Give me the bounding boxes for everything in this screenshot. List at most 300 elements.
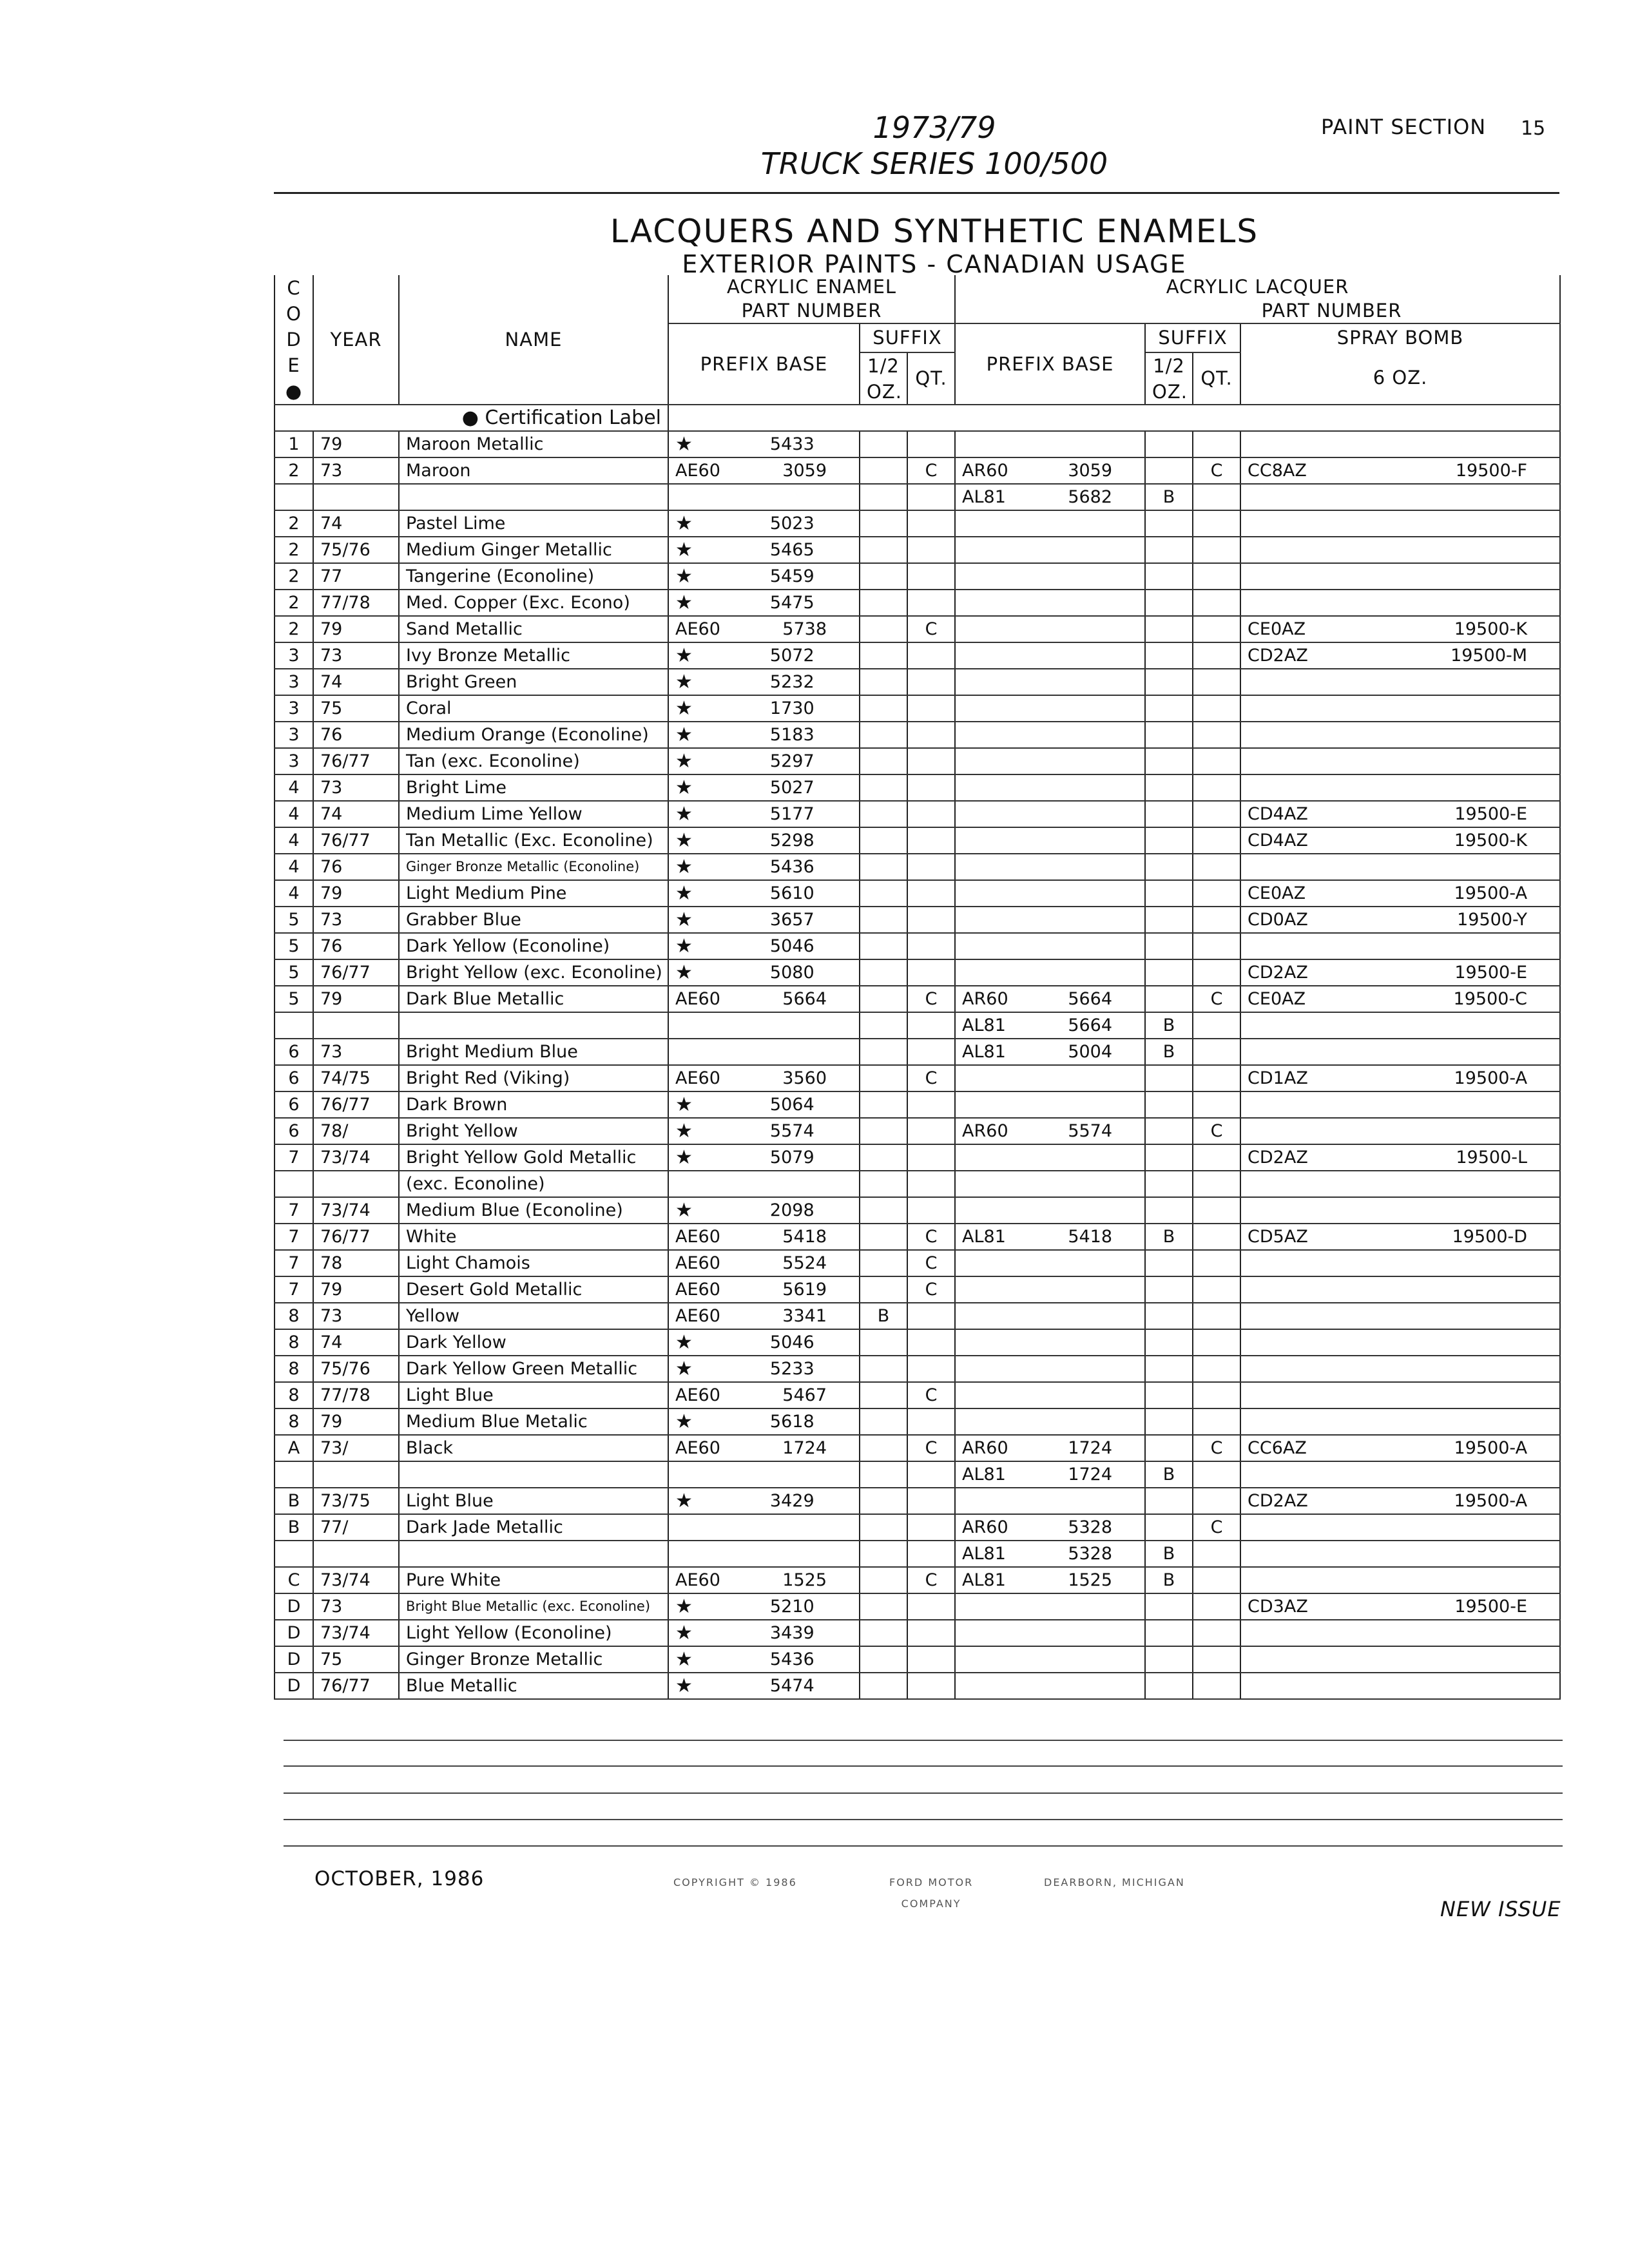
lacquer-qt-cell <box>1193 563 1240 590</box>
enamel-part <box>675 1224 853 1249</box>
table-row <box>275 1171 1560 1197</box>
table-row <box>275 933 1560 959</box>
lacquer-part-cell <box>955 695 1145 722</box>
lacquer-part <box>962 485 1138 510</box>
enamel-base: 5210 <box>769 1597 815 1617</box>
enamel-prefix: ★ <box>675 671 693 693</box>
year-cell: 74 <box>313 669 399 695</box>
enamel-part-cell <box>668 537 860 563</box>
enamel-qt-cell <box>907 1541 955 1567</box>
enamel-part-cell <box>668 986 860 1012</box>
lacquer-qt-cell <box>1193 722 1240 748</box>
enamel-base: 5297 <box>769 751 815 771</box>
enamel-part <box>675 802 853 827</box>
spray-bomb-cell <box>1240 1356 1560 1382</box>
name-cell: Light Blue <box>399 1382 668 1408</box>
lacquer-part-cell <box>955 1488 1145 1514</box>
lacquer-half-cell <box>1145 1276 1193 1303</box>
enamel-part-cell <box>668 1118 860 1144</box>
enamel-part <box>675 986 853 1012</box>
enamel-base: 5046 <box>769 936 815 956</box>
enamel-qt-cell: C <box>907 1435 955 1461</box>
name-cell: Light Blue <box>399 1488 668 1514</box>
code-cell: 2 <box>275 590 313 616</box>
enamel-prefix: ★ <box>675 1120 693 1142</box>
enamel-half-cell <box>860 695 907 722</box>
enamel-part <box>675 1277 853 1302</box>
company-line-2: COMPANY <box>901 1898 961 1910</box>
lacquer-qt-cell <box>1193 1276 1240 1303</box>
name-cell: Ivy Bronze Metallic <box>399 642 668 669</box>
lacquer-half-cell <box>1145 431 1193 457</box>
enamel-half-cell <box>860 1224 907 1250</box>
enamel-part <box>675 617 853 642</box>
spray-bomb-cell <box>1240 1673 1560 1699</box>
lacquer-prefix: AR60 <box>962 1438 1008 1458</box>
table-row <box>275 1567 1560 1593</box>
spray-bomb-part <box>1248 907 1553 932</box>
table-row <box>275 510 1560 537</box>
lacquer-half-cell <box>1145 510 1193 537</box>
year-cell: 79 <box>313 986 399 1012</box>
spray-bomb-cell <box>1240 880 1560 907</box>
lacquer-qt-cell <box>1193 1620 1240 1646</box>
lacquer-base: 5328 <box>1068 1544 1113 1564</box>
enamel-base: 5183 <box>769 725 815 745</box>
enamel-base: 5064 <box>769 1095 815 1115</box>
spray-bomb-cell <box>1240 774 1560 801</box>
code-cell: B <box>275 1488 313 1514</box>
enamel-base: 5474 <box>769 1676 815 1696</box>
lacquer-half-cell <box>1145 695 1193 722</box>
year-cell: 77 <box>313 563 399 590</box>
enamel-prefix: ★ <box>675 565 693 588</box>
enamel-prefix: ★ <box>675 1331 693 1354</box>
spray-bomb-cell <box>1240 1118 1560 1144</box>
enamel-base: 5574 <box>769 1121 815 1141</box>
spray-bomb-cell <box>1240 1514 1560 1541</box>
table-row <box>275 537 1560 563</box>
year-cell: 79 <box>313 1276 399 1303</box>
spray-bomb-part <box>1248 1066 1553 1091</box>
spray-bomb-cell <box>1240 827 1560 854</box>
lacquer-qt-cell: C <box>1193 1514 1240 1541</box>
spray-code: CD0AZ <box>1248 910 1308 930</box>
table-row <box>275 1276 1560 1303</box>
enamel-part-cell <box>668 431 860 457</box>
enamel-half-cell <box>860 457 907 484</box>
enamel-part-cell <box>668 695 860 722</box>
enamel-half-cell <box>860 669 907 695</box>
enamel-qt-cell <box>907 537 955 563</box>
lacquer-part-cell <box>955 1541 1145 1567</box>
name-cell <box>399 1012 668 1039</box>
enamel-part-cell <box>668 669 860 695</box>
lacquer-qt-cell <box>1193 1329 1240 1356</box>
year-cell: 77/78 <box>313 590 399 616</box>
code-cell <box>275 1461 313 1488</box>
code-cell: 3 <box>275 722 313 748</box>
lacquer-part-cell <box>955 1197 1145 1224</box>
code-header <box>275 275 313 405</box>
enamel-part-cell <box>668 1408 860 1435</box>
lacquer-part-cell <box>955 907 1145 933</box>
enamel-qt-cell: C <box>907 1250 955 1276</box>
enamel-prefix: ★ <box>675 882 693 905</box>
enamel-half-cell <box>860 933 907 959</box>
year-cell: 73/74 <box>313 1144 399 1171</box>
enamel-base: 3439 <box>769 1623 815 1643</box>
enamel-half-cell <box>860 774 907 801</box>
name-cell: Sand Metallic <box>399 616 668 642</box>
enamel-prefix: ★ <box>675 539 693 561</box>
enamel-part-cell <box>668 801 860 827</box>
lacquer-prefix: AR60 <box>962 1517 1008 1537</box>
year-cell: 75/76 <box>313 537 399 563</box>
enamel-prefix: ★ <box>675 724 693 746</box>
spray-number: 19500-D <box>1452 1227 1528 1247</box>
lacquer-qt-cell <box>1193 1250 1240 1276</box>
code-cell: 3 <box>275 695 313 722</box>
lacquer-part-cell <box>955 1514 1145 1541</box>
lacquer-half-cell <box>1145 1646 1193 1673</box>
lacquer-qt-cell <box>1193 1224 1240 1250</box>
certification-spacer <box>668 405 1560 431</box>
lacquer-part-cell <box>955 801 1145 827</box>
enamel-part-cell <box>668 1065 860 1091</box>
spray-code: CD3AZ <box>1248 1597 1308 1617</box>
enamel-prefix: ★ <box>675 935 693 957</box>
spray-bomb-cell <box>1240 1593 1560 1620</box>
enamel-qt-cell <box>907 854 955 880</box>
lacquer-part-cell <box>955 1646 1145 1673</box>
lacquer-half-cell <box>1145 1065 1193 1091</box>
code-cell: 5 <box>275 986 313 1012</box>
name-cell: Medium Ginger Metallic <box>399 537 668 563</box>
lacquer-part-cell <box>955 1408 1145 1435</box>
lacquer-part-cell <box>955 959 1145 986</box>
lacquer-half-cell <box>1145 1303 1193 1329</box>
lacquer-part-cell <box>955 1065 1145 1091</box>
enamel-part-cell <box>668 1197 860 1224</box>
code-letter: C <box>287 277 301 299</box>
enamel-qt-cell: C <box>907 1224 955 1250</box>
enamel-qt-cell: C <box>907 1276 955 1303</box>
name-cell: Maroon Metallic <box>399 431 668 457</box>
lacquer-part <box>962 1436 1138 1461</box>
enamel-qt-cell <box>907 907 955 933</box>
table-row <box>275 669 1560 695</box>
name-cell: Dark Yellow <box>399 1329 668 1356</box>
lacquer-prefix: AL81 <box>962 1570 1006 1590</box>
code-cell: 6 <box>275 1065 313 1091</box>
lacquer-base: 3059 <box>1068 461 1113 481</box>
blank-line <box>284 1740 1563 1741</box>
header-row-1 <box>275 275 1560 299</box>
spray-bomb-cell <box>1240 1329 1560 1356</box>
enamel-prefix: ★ <box>675 1358 693 1380</box>
code-letter: D <box>286 329 302 351</box>
lacquer-qt-cell <box>1193 1091 1240 1118</box>
code-letter: E <box>287 354 300 376</box>
enamel-part <box>675 828 853 853</box>
lacquer-part-cell <box>955 854 1145 880</box>
year-cell <box>313 484 399 510</box>
lacquer-prefix: AL81 <box>962 1465 1006 1485</box>
code-cell: 4 <box>275 854 313 880</box>
enamel-qt-cell <box>907 1039 955 1065</box>
page-number: 15 <box>1521 117 1546 140</box>
enamel-prefix: ★ <box>675 433 693 456</box>
enamel-prefix: ★ <box>675 829 693 852</box>
enamel-part-cell <box>668 1250 860 1276</box>
enamel-half-cell <box>860 1144 907 1171</box>
code-cell <box>275 1541 313 1567</box>
enamel-part <box>675 960 853 985</box>
spray-code: CE0AZ <box>1248 619 1306 639</box>
header-rule <box>274 192 1559 194</box>
enamel-qt-cell <box>907 748 955 774</box>
lacquer-base: 5682 <box>1068 487 1113 507</box>
enamel-part <box>675 458 853 483</box>
code-cell: 5 <box>275 907 313 933</box>
lacquer-half-cell <box>1145 590 1193 616</box>
lacquer-qt-cell <box>1193 537 1240 563</box>
spray-bomb-cell <box>1240 537 1560 563</box>
enamel-part-cell <box>668 616 860 642</box>
lacquer-half-cell <box>1145 1620 1193 1646</box>
name-cell: Dark Yellow Green Metallic <box>399 1356 668 1382</box>
lacquer-part-cell <box>955 484 1145 510</box>
lacquer-half-cell <box>1145 986 1193 1012</box>
code-cell: D <box>275 1593 313 1620</box>
enamel-half-cell <box>860 1673 907 1699</box>
lacquer-part-cell <box>955 1461 1145 1488</box>
lacquer-qt-cell <box>1193 695 1240 722</box>
enamel-prefix: AE60 <box>675 1280 720 1300</box>
lacquer-half-cell <box>1145 1171 1193 1197</box>
enamel-part <box>675 1383 853 1408</box>
spray-bomb-part <box>1248 1145 1553 1170</box>
spray-code: CE0AZ <box>1248 989 1306 1009</box>
blank-line <box>284 1819 1563 1820</box>
enamel-part-cell <box>668 1171 860 1197</box>
lacquer-half-cell <box>1145 1435 1193 1461</box>
year-cell <box>313 1012 399 1039</box>
spray-bomb-cell <box>1240 616 1560 642</box>
enamel-half-cell <box>860 1012 907 1039</box>
spray-code: CC6AZ <box>1248 1438 1307 1458</box>
spray-bomb-cell <box>1240 695 1560 722</box>
spray-bomb-cell <box>1240 1435 1560 1461</box>
spray-bomb-cell <box>1240 669 1560 695</box>
enamel-half-cell <box>860 1329 907 1356</box>
lacquer-qt-cell <box>1193 1673 1240 1699</box>
year-cell: 79 <box>313 1408 399 1435</box>
enamel-part <box>675 907 853 932</box>
enamel-prefix: ★ <box>675 776 693 799</box>
enamel-prefix: AE60 <box>675 461 720 481</box>
enamel-part <box>675 1409 853 1434</box>
enamel-prefix: AE60 <box>675 619 720 639</box>
lacquer-qt-cell <box>1193 1488 1240 1514</box>
enamel-part-cell <box>668 1435 860 1461</box>
code-cell: 4 <box>275 774 313 801</box>
code-cell: 2 <box>275 616 313 642</box>
enamel-base: 1724 <box>782 1438 827 1458</box>
enamel-base: 5027 <box>769 778 815 798</box>
code-cell: D <box>275 1673 313 1699</box>
lacquer-half-cell <box>1145 1118 1193 1144</box>
table-row <box>275 748 1560 774</box>
enamel-base: 5079 <box>769 1148 815 1168</box>
lacquer-prefix: AL81 <box>962 1227 1006 1247</box>
name-cell: Dark Blue Metallic <box>399 986 668 1012</box>
year-cell <box>313 1171 399 1197</box>
enamel-part-cell <box>668 484 860 510</box>
spray-bomb-cell <box>1240 1065 1560 1091</box>
spray-code: CD5AZ <box>1248 1227 1308 1247</box>
enamel-prefix: ★ <box>675 803 693 825</box>
code-cell: C <box>275 1567 313 1593</box>
lacquer-base: 5664 <box>1068 989 1113 1009</box>
table-row <box>275 774 1560 801</box>
code-cell <box>275 484 313 510</box>
enamel-prefix: ★ <box>675 856 693 878</box>
spray-bomb-cell <box>1240 959 1560 986</box>
lacquer-prefix-base: PREFIX BASE <box>955 323 1145 405</box>
enamel-part-cell <box>668 1224 860 1250</box>
code-cell: 8 <box>275 1408 313 1435</box>
name-cell: Grabber Blue <box>399 907 668 933</box>
code-cell: 8 <box>275 1356 313 1382</box>
lacquer-part-cell <box>955 1144 1145 1171</box>
code-cell: A <box>275 1435 313 1461</box>
blank-line <box>284 1845 1563 1847</box>
table-row <box>275 1593 1560 1620</box>
lacquer-half-cell <box>1145 907 1193 933</box>
enamel-prefix: ★ <box>675 1595 693 1618</box>
enamel-part <box>675 722 853 747</box>
lacquer-prefix: AL81 <box>962 1042 1006 1062</box>
enamel-qt-cell <box>907 1171 955 1197</box>
enamel-qt-cell <box>907 1673 955 1699</box>
year-cell: 76/77 <box>313 1673 399 1699</box>
enamel-qt-cell <box>907 590 955 616</box>
enamel-base: 5436 <box>769 1649 815 1669</box>
table-row <box>275 1620 1560 1646</box>
enamel-half-cell <box>860 1197 907 1224</box>
year-cell: 76/77 <box>313 748 399 774</box>
year-cell: 77/78 <box>313 1382 399 1408</box>
enamel-qt-cell <box>907 722 955 748</box>
code-cell: 6 <box>275 1118 313 1144</box>
enamel-qt-cell <box>907 1461 955 1488</box>
lacquer-part-cell <box>955 1435 1145 1461</box>
code-cell: 2 <box>275 510 313 537</box>
enamel-half-cell <box>860 1567 907 1593</box>
enamel-prefix-base: PREFIX BASE <box>668 323 860 405</box>
enamel-half-cell <box>860 1171 907 1197</box>
spray-bomb-cell <box>1240 1224 1560 1250</box>
enamel-base: 5072 <box>769 646 815 666</box>
year-cell: 78 <box>313 1250 399 1276</box>
name-cell: Maroon <box>399 457 668 484</box>
table-row <box>275 854 1560 880</box>
lacquer-prefix: AR60 <box>962 461 1008 481</box>
enamel-qt-cell <box>907 510 955 537</box>
enamel-prefix: ★ <box>675 697 693 720</box>
year-cell: 73/74 <box>313 1197 399 1224</box>
spray-bomb-cell <box>1240 1171 1560 1197</box>
code-cell: 7 <box>275 1250 313 1276</box>
code-cell: 4 <box>275 880 313 907</box>
table-row <box>275 880 1560 907</box>
footer-location: DEARBORN, MICHIGAN <box>1044 1876 1185 1888</box>
spray-bomb-part <box>1248 802 1553 827</box>
table-row <box>275 1541 1560 1567</box>
lacquer-half-cell <box>1145 774 1193 801</box>
name-cell: Med. Copper (Exc. Econo) <box>399 590 668 616</box>
code-cell: 3 <box>275 748 313 774</box>
enamel-half-cell: B <box>860 1303 907 1329</box>
lacquer-qt-cell <box>1193 642 1240 669</box>
lacquer-half-cell <box>1145 1091 1193 1118</box>
lacquer-qt-cell <box>1193 1144 1240 1171</box>
spray-number: 19500-A <box>1454 883 1528 903</box>
enamel-part <box>675 669 853 695</box>
enamel-part <box>675 564 853 589</box>
spray-bomb-cell <box>1240 1276 1560 1303</box>
lacquer-half-cell: B <box>1145 1461 1193 1488</box>
acrylic-lacquer-header: ACRYLIC LACQUER <box>955 275 1560 299</box>
enamel-prefix: ★ <box>675 1675 693 1697</box>
name-cell: Bright Blue Metallic (exc. Econoline) <box>399 1593 668 1620</box>
lacquer-qt-cell <box>1193 854 1240 880</box>
enamel-part-cell <box>668 907 860 933</box>
certification-label: ● Certification Label <box>275 405 668 431</box>
enamel-part-cell <box>668 510 860 537</box>
lacquer-part-cell <box>955 933 1145 959</box>
lacquer-qt-cell <box>1193 1303 1240 1329</box>
year-cell: 76/77 <box>313 827 399 854</box>
lacquer-prefix: AL81 <box>962 1544 1006 1564</box>
spray-bomb-cell <box>1240 484 1560 510</box>
enamel-part-cell <box>668 1276 860 1303</box>
enamel-qt-cell <box>907 1356 955 1382</box>
enamel-part <box>675 1092 853 1117</box>
enamel-part-cell <box>668 563 860 590</box>
spray-number: 19500-E <box>1454 1597 1528 1617</box>
enamel-part <box>675 1119 853 1144</box>
enamel-qt-cell: C <box>907 457 955 484</box>
lacquer-part-cell <box>955 1303 1145 1329</box>
enamel-part <box>675 1647 853 1672</box>
lacquer-prefix: AL81 <box>962 1015 1006 1035</box>
enamel-half-cell <box>860 642 907 669</box>
year-cell: 76/77 <box>313 959 399 986</box>
year-cell: 76 <box>313 933 399 959</box>
lacquer-part-cell <box>955 431 1145 457</box>
enamel-part-cell <box>668 827 860 854</box>
enamel-qt-cell: C <box>907 1382 955 1408</box>
enamel-base: 5023 <box>769 514 815 533</box>
enamel-qt-cell <box>907 774 955 801</box>
enamel-part <box>675 749 853 774</box>
code-cell: 2 <box>275 537 313 563</box>
lacquer-half-cell <box>1145 722 1193 748</box>
spray-bomb-cell <box>1240 748 1560 774</box>
